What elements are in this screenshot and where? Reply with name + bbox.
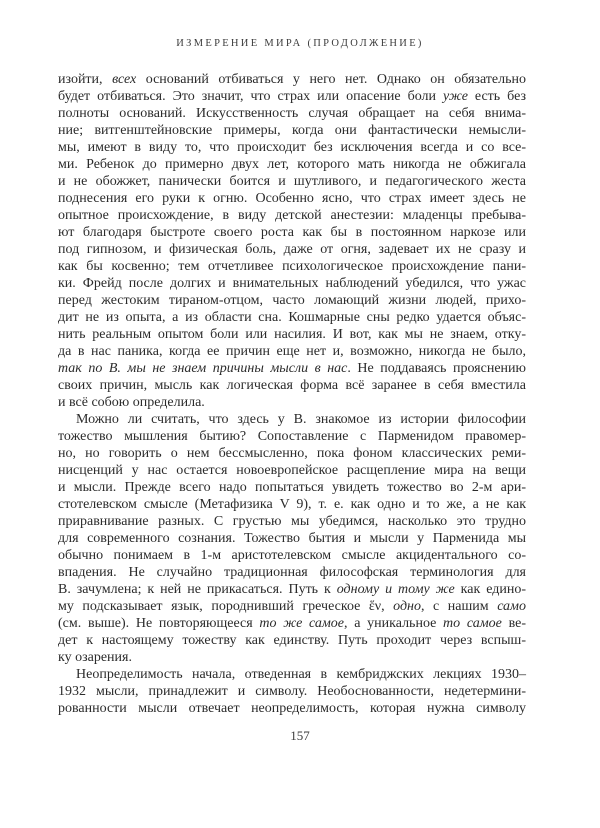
italic-text-segment: всех xyxy=(112,72,137,87)
text-line xyxy=(58,632,526,649)
text-line xyxy=(58,547,526,564)
text-line xyxy=(58,360,526,377)
text-segment: дит не из опыта, а из области сна. Кошмарные сны редко удается объяс- xyxy=(58,310,526,325)
text-line xyxy=(58,428,526,445)
text-segment: обычно понимаем в 1-м аристотелевском смысле акцидентального со- xyxy=(58,548,526,563)
running-header: ИЗМЕРЕНИЕ МИРА (ПРОДОЛЖЕНИЕ) xyxy=(176,38,424,49)
text-segment: нить реальным опытом боли или насилия. И вот, как мы не знаем, отку- xyxy=(58,327,526,342)
text-segment: ки. Фрейд после долгих и внимательных наблюдений убедился, что ужас xyxy=(58,276,526,291)
text-line xyxy=(58,224,526,241)
italic-text-segment: уже xyxy=(442,89,468,104)
text-line xyxy=(58,666,526,683)
italic-text-segment: то же самое xyxy=(259,616,345,631)
text-segment: как бы косвенно; тем отчетливее психологическое происхождение пани- xyxy=(58,259,526,274)
text-segment: полноты оснований. Искусственность случая обращает на себя внима- xyxy=(58,106,526,121)
text-line xyxy=(58,241,526,258)
text-segment: и мысли. Прежде всего надо попытаться увидеть тожество во 2-м ари- xyxy=(58,480,526,495)
text-line xyxy=(58,615,526,632)
text-line xyxy=(58,462,526,479)
text-segment: му подсказывает язык, породнивший греческое ἕν, xyxy=(58,599,394,614)
text-line xyxy=(58,343,526,360)
text-segment: рованности мысли отвечает неопределимость, которая нужна символу xyxy=(58,701,526,716)
text-segment: и не обожжет, панически боится и шутливого, и педагогического жеста xyxy=(58,174,526,189)
text-line xyxy=(58,513,526,530)
text-segment: оснований отбиваться у него нет. Однако он обязательно xyxy=(136,72,526,87)
text-segment: ми. Ребенок до примерно двух лет, которого мать никогда не обжигала xyxy=(58,157,526,172)
text-segment: как едино- xyxy=(454,582,527,597)
text-segment: Неопределимость начала, отведенная в кембриджских лекциях 1930– xyxy=(76,667,526,682)
text-segment: впадения. Не случайно традиционная философская терминология для xyxy=(58,565,526,580)
text-segment: и всё собою определила. xyxy=(58,395,205,410)
text-segment: , а уникальное xyxy=(344,616,444,631)
italic-text-segment: так по В. мы не знаем причины мысли в нас xyxy=(58,361,348,376)
text-line xyxy=(58,598,526,615)
text-segment: В. зачумлена; к ней не прикасаться. Путь к xyxy=(58,582,337,597)
text-line xyxy=(58,377,526,394)
text-line xyxy=(58,122,526,139)
text-segment: перед жестоким тираном-отцом, часто ломающий жизни людей, прихо- xyxy=(58,293,526,308)
text-line xyxy=(58,394,526,411)
text-line xyxy=(58,496,526,513)
text-segment: под гипнозом, и физическая боль, даже от огня, задевает их не сразу и xyxy=(58,242,526,257)
text-line xyxy=(58,71,526,88)
text-segment: да в нас паника, когда ее причин еще нет и, возможно, никогда не было, xyxy=(58,344,526,359)
text-segment: есть без xyxy=(467,89,526,104)
text-line xyxy=(58,190,526,207)
text-segment: будет отбиваться. Это значит, что страх или опасение боли xyxy=(58,89,443,104)
text-segment: для современного сознания. Тожество бытия и мысли у Парменида мы xyxy=(58,531,526,546)
text-segment: тожество мышления бытию? Сопоставление с Парменидом правомер- xyxy=(58,429,526,444)
text-segment: ве- xyxy=(501,616,526,631)
text-line xyxy=(58,88,526,105)
text-line xyxy=(58,156,526,173)
text-segment: поднесения его руки к огню. Особенно ясно, что страх имеет здесь не xyxy=(58,191,526,206)
text-line xyxy=(58,105,526,122)
text-segment: но, но говорить о нем бессмысленно, пока фоном классических реми- xyxy=(58,446,526,461)
text-segment: своих причин, мысль как логическая форма всё заранее в себя вместила xyxy=(58,378,526,393)
text-segment: ку озарения. xyxy=(58,650,132,665)
text-block xyxy=(58,71,526,717)
text-line xyxy=(58,258,526,275)
text-line xyxy=(58,309,526,326)
text-line xyxy=(58,207,526,224)
text-segment: опытное происхождение, в виду детской анестезии: младенцы пребыва- xyxy=(58,208,526,223)
text-line xyxy=(58,530,526,547)
text-line xyxy=(58,326,526,343)
text-segment: стотелевском смысле (Метафизика V 9), т. е. как одно и то же, а не как xyxy=(58,497,526,512)
text-line xyxy=(58,139,526,156)
text-line xyxy=(58,581,526,598)
italic-text-segment: само xyxy=(497,599,526,614)
text-segment: , с нашим xyxy=(421,599,498,614)
text-segment: ют благодаря быстроте своего роста как бы в постоянном наркозе или xyxy=(58,225,526,240)
italic-text-segment: то самое xyxy=(443,616,502,631)
text-segment: (см. выше). Не повторяющееся xyxy=(58,616,260,631)
page-number: 157 xyxy=(290,728,310,743)
text-segment: Можно ли считать, что здесь у В. знакомое из истории философии xyxy=(76,412,526,427)
text-segment: нисценций у нас остается новоевропейское расщепление мира на вещи xyxy=(58,463,526,478)
text-segment: дет к настоящему тожеству как единству. Путь проходит через вспыш- xyxy=(58,633,526,648)
text-segment: изойти, xyxy=(58,72,113,87)
italic-text-segment: одно xyxy=(393,599,421,614)
text-segment: мы, имеют в виду то, что происходит без исключения всегда и со все- xyxy=(58,140,526,155)
text-line xyxy=(58,700,526,717)
text-line xyxy=(58,275,526,292)
italic-text-segment: одному и тому же xyxy=(336,582,455,597)
text-segment: приравнивание разных. С грустью мы убедимся, насколько это трудно xyxy=(58,514,526,529)
text-line xyxy=(58,411,526,428)
text-segment: 1932 мысли, принадлежит и символу. Необоснованности, недетермини- xyxy=(58,684,526,699)
text-segment: . Не поддаваясь прояснению xyxy=(347,361,526,376)
text-line xyxy=(58,479,526,496)
text-line xyxy=(58,564,526,581)
text-segment: ние; витгенштейновские примеры, когда они фантастически немысли- xyxy=(58,123,526,138)
text-line xyxy=(58,649,526,666)
text-line xyxy=(58,173,526,190)
text-line xyxy=(58,445,526,462)
text-line xyxy=(58,683,526,700)
text-line xyxy=(58,292,526,309)
